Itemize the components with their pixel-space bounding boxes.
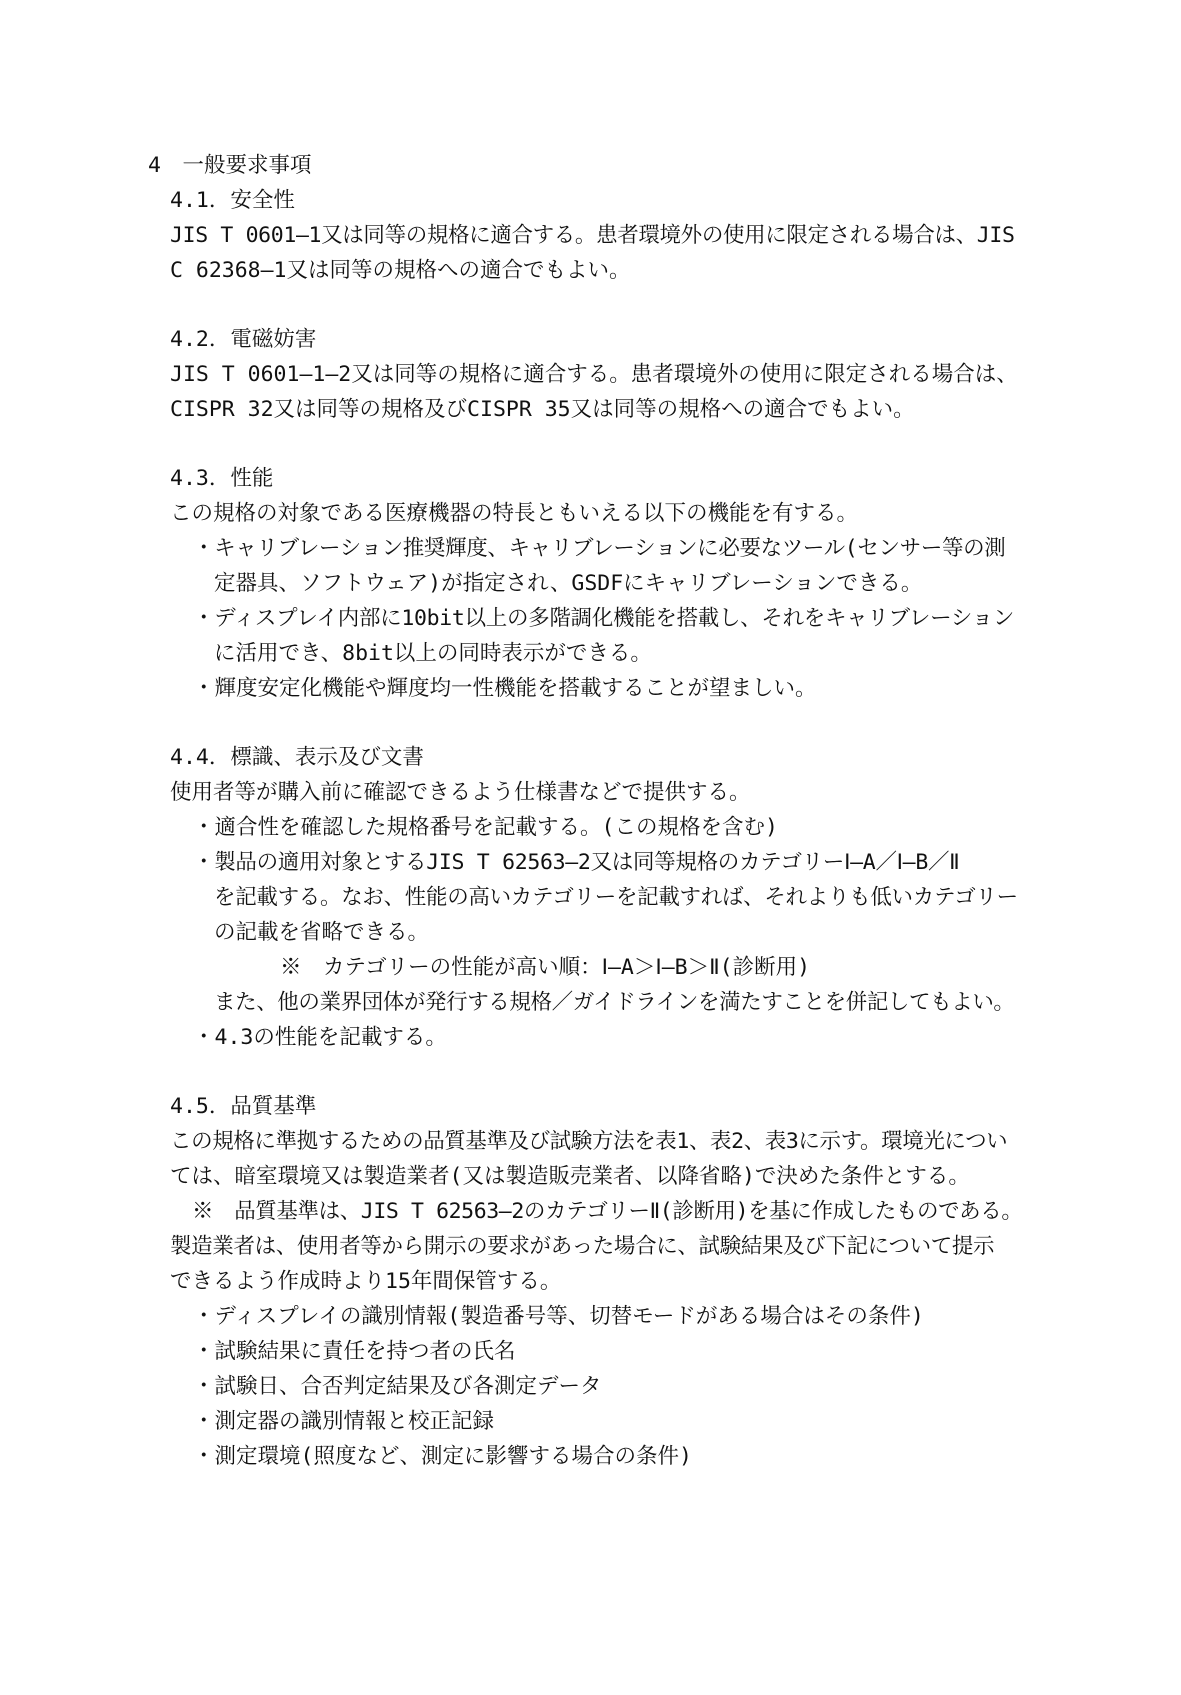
bullet-continuation: また、他の業界団体が発行する規格／ガイドラインを満たすことを併記してもよい。	[214, 990, 1015, 1015]
bullet-item: ・製品の適用対象とするJIS T 62563―2又は同等規格のカテゴリーⅠ―A／Ⅰ―B／Ⅱ	[193, 850, 960, 875]
paragraph-line: 製造業者は、使用者等から開示の要求があった場合に、試験結果及び下記について提示	[170, 1234, 995, 1259]
bullet-item: ・輝度安定化機能や輝度均一性機能を搭載することが望ましい。	[193, 676, 817, 701]
bullet-item: ・測定器の識別情報と校正記録	[193, 1409, 495, 1434]
note-line: ※ カテゴリーの性能が高い順：Ⅰ―A＞Ⅰ―B＞Ⅱ(診断用)	[280, 955, 811, 980]
bullet-item: ・キャリブレーション推奨輝度、キャリブレーションに必要なツール(センサー等の測	[193, 536, 1006, 561]
bullet-item: ・試験日、合否判定結果及び各測定データ	[193, 1374, 602, 1399]
paragraph-line: 使用者等が購入前に確認できるよう仕様書などで提供する。	[170, 780, 751, 805]
bullet-item: ・試験結果に責任を持つ者の氏名	[193, 1339, 516, 1364]
paragraph-line: ては、暗室環境又は製造業者(又は製造販売業者、以降省略)で決めた条件とする。	[170, 1164, 970, 1189]
bullet-item: ・ディスプレイの識別情報(製造番号等、切替モードがある場合はその条件)	[193, 1304, 924, 1329]
paragraph-line: CISPR 32又は同等の規格及びCISPR 35又は同等の規格への適合でもよい。	[170, 397, 915, 422]
subsection-heading-emc: 4.2．電磁妨害	[170, 327, 317, 352]
bullet-continuation: の記載を省略できる。	[214, 920, 430, 945]
note-line: ※ 品質基準は、JIS T 62563―2のカテゴリーⅡ(診断用)を基に作成したものである。	[192, 1199, 1023, 1224]
paragraph-line: JIS T 0601―1―2又は同等の規格に適合する。患者環境外の使用に限定される場合は、	[170, 362, 1018, 387]
subsection-heading-labeling: 4.4．標識、表示及び文書	[170, 745, 424, 770]
subsection-heading-performance: 4.3．性能	[170, 466, 274, 491]
bullet-continuation: に活用でき、8bit以上の同時表示ができる。	[214, 641, 652, 666]
paragraph-line: C 62368―1又は同等の規格への適合でもよい。	[170, 258, 631, 283]
paragraph-line: この規格に準拠するための品質基準及び試験方法を表1、表2、表3に示す。環境光につい	[170, 1129, 1008, 1154]
subsection-heading-safety: 4.1．安全性	[170, 188, 295, 213]
bullet-continuation: を記載する。なお、性能の高いカテゴリーを記載すれば、それよりも低いカテゴリー	[214, 885, 1018, 910]
paragraph-line: できるよう作成時より15年間保管する。	[170, 1269, 562, 1294]
bullet-continuation: 定器具、ソフトウェア)が指定され、GSDFにキャリブレーションできる。	[214, 571, 923, 596]
bullet-item: ・ディスプレイ内部に10bit以上の多階調化機能を搭載し、それをキャリブレーション	[193, 606, 1015, 631]
section-heading: 4 一般要求事項	[148, 153, 312, 178]
paragraph-line: この規格の対象である医療機器の特長ともいえる以下の機能を有する。	[170, 501, 859, 526]
bullet-item: ・測定環境(照度など、測定に影響する場合の条件)	[193, 1444, 692, 1469]
bullet-item: ・適合性を確認した規格番号を記載する。(この規格を含む)	[193, 815, 778, 840]
bullet-item: ・4.3の性能を記載する。	[193, 1025, 447, 1050]
subsection-heading-quality: 4.5．品質基準	[170, 1094, 317, 1119]
paragraph-line: JIS T 0601―1又は同等の規格に適合する。患者環境外の使用に限定される場合は、JIS	[170, 223, 1015, 248]
